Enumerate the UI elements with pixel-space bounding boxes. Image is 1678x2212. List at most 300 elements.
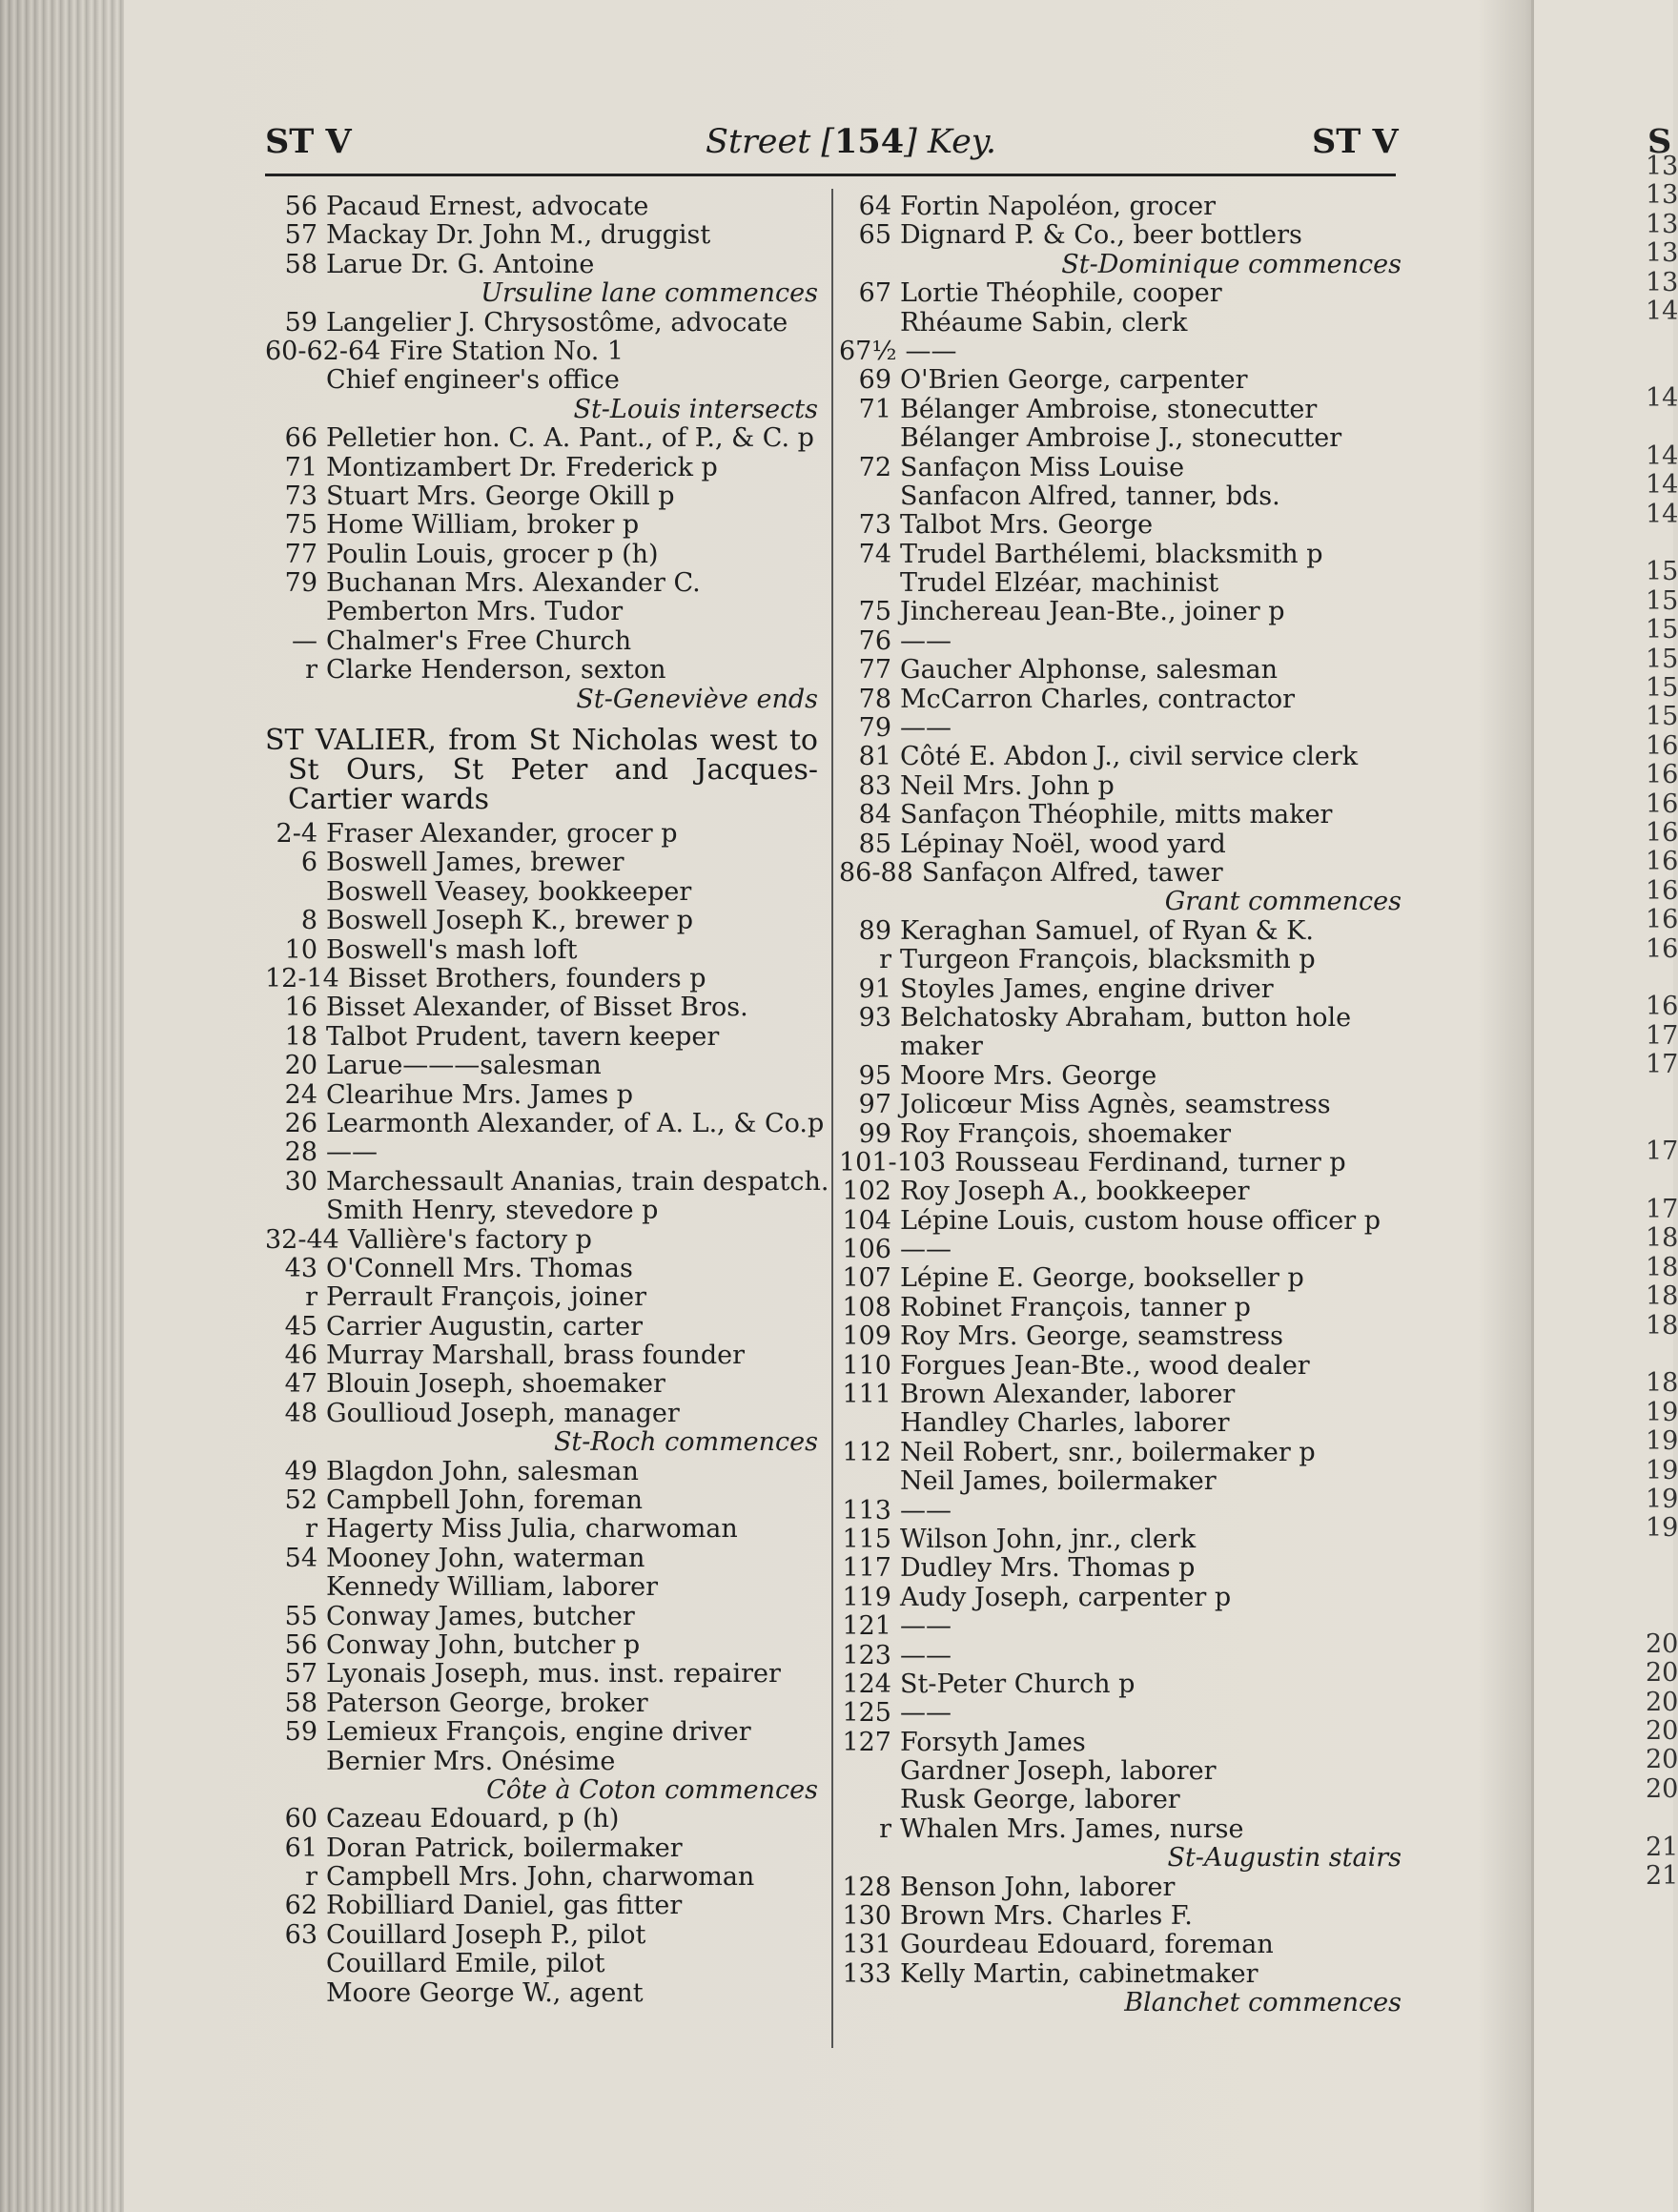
- directory-entry: [839, 1178, 1402, 1206]
- directory-entry: [839, 309, 1402, 338]
- directory-entry: [265, 1400, 818, 1428]
- facing-page-number: [1646, 1544, 1670, 1572]
- directory-entry: [265, 1950, 818, 1978]
- entry-number: 30: [284, 1166, 317, 1197]
- entry-number: 97: [858, 1090, 891, 1120]
- directory-entry: [265, 993, 818, 1022]
- entry-text: Brown Mrs. Charles F.: [900, 1901, 1193, 1932]
- entry-text: Vallière's factory p: [347, 1224, 592, 1255]
- street-note: St-Augustin stairs: [1167, 1843, 1402, 1874]
- directory-entry: [265, 1545, 818, 1573]
- directory-entry: [839, 1149, 1402, 1178]
- directory-entry: [839, 1381, 1402, 1409]
- entry-text: O'Connell Mrs. Thomas: [326, 1253, 633, 1283]
- facing-page-number: [1646, 1602, 1670, 1630]
- facing-page-number: 20: [1646, 1687, 1678, 1717]
- directory-entry: [839, 482, 1402, 511]
- entry-text: Conway John, butcher p: [326, 1629, 641, 1660]
- facing-page-number: 14: [1646, 440, 1678, 471]
- entry-text: Dignard P. & Co., beer bottlers: [900, 220, 1302, 251]
- entry-text: ——: [900, 1235, 952, 1265]
- entry-text: Mackay Dr. John M., druggist: [326, 220, 711, 251]
- facing-page-number: 20: [1646, 1716, 1678, 1747]
- entry-text: Brown Alexander, laborer: [900, 1380, 1236, 1410]
- entry-text: Doran Patrick, boilermaker: [326, 1833, 683, 1863]
- entry-text: Murray Marshall, brass founder: [326, 1341, 745, 1371]
- facing-page-number: 18: [1646, 1310, 1678, 1341]
- directory-entry: [839, 801, 1402, 830]
- entry-number: 115: [842, 1524, 891, 1554]
- entry-text: Smith Henry, stevedore p: [326, 1196, 659, 1226]
- entry-number: r: [879, 1813, 891, 1844]
- facing-page-number: 16: [1646, 875, 1678, 906]
- facing-page-number: [1646, 1804, 1670, 1833]
- directory-entry: [839, 1091, 1402, 1119]
- directory-entry: [839, 193, 1402, 221]
- entry-number: 73: [284, 481, 317, 511]
- directory-entry: [265, 482, 818, 511]
- entry-number: 121: [842, 1611, 891, 1642]
- entry-number: 32-44: [265, 1224, 339, 1255]
- entry-text: Cazeau Edouard, p (h): [326, 1804, 620, 1834]
- facing-page-number: 14: [1646, 499, 1678, 529]
- entry-text: Turgeon François, blacksmith p: [900, 945, 1316, 975]
- entry-text: Lyonais Joseph, mus. inst. repairer: [326, 1659, 781, 1690]
- entry-number: 77: [858, 655, 891, 686]
- entry-text: Lortie Théophile, cooper: [900, 278, 1222, 309]
- entry-number: 59: [284, 307, 317, 338]
- directory-entry: [839, 1004, 1402, 1033]
- directory-entry: [265, 627, 818, 656]
- entry-number: 75: [858, 597, 891, 627]
- directory-entry: [839, 1120, 1402, 1149]
- entry-text: Sanfaçon Alfred, tawer: [921, 857, 1223, 888]
- entry-text: Bélanger Ambroise J., stonecutter: [900, 423, 1342, 454]
- entry-text: Lépine E. George, bookseller p: [900, 1263, 1304, 1294]
- entry-number: 78: [858, 684, 891, 714]
- facing-page-number: 14: [1646, 383, 1678, 414]
- street-note: Grant commences: [1164, 887, 1402, 917]
- entry-number: 58: [284, 1688, 317, 1718]
- directory-entry: [839, 1062, 1402, 1091]
- entry-text: Wilson John, jnr., clerk: [900, 1524, 1197, 1554]
- entry-text: Bélanger Ambroise, stonecutter: [900, 394, 1318, 424]
- facing-page-number: [1646, 1572, 1670, 1601]
- directory-entry: [839, 366, 1402, 395]
- entry-number: 12-14: [265, 963, 339, 993]
- entry-number: 69: [858, 365, 891, 396]
- entry-number: 64: [858, 192, 891, 221]
- entry-number: r: [305, 1282, 317, 1313]
- entry-text: Moore Mrs. George: [900, 1060, 1157, 1091]
- directory-entry: [265, 1892, 818, 1920]
- entry-number: 89: [858, 915, 891, 946]
- directory-entry: [839, 1526, 1402, 1554]
- directory-entry: [839, 1815, 1402, 1844]
- directory-entry: [839, 598, 1402, 626]
- entry-number: 123: [842, 1640, 891, 1670]
- entry-number: 85: [858, 829, 891, 859]
- entry-number: 45: [284, 1311, 317, 1342]
- directory-entry: [265, 1108, 825, 1138]
- left-column: [265, 192, 829, 2008]
- entry-number: 81: [858, 742, 891, 772]
- entry-number: 58: [284, 249, 317, 279]
- entry-number: 48: [284, 1398, 317, 1428]
- entry-number: 65: [858, 220, 891, 251]
- entry-text: Gardner Joseph, laborer: [900, 1756, 1217, 1787]
- directory-entry: [839, 1236, 1402, 1264]
- directory-entry: [839, 686, 1402, 714]
- entry-number: 83: [858, 770, 891, 801]
- entry-number: r: [879, 945, 891, 975]
- entry-text: Rousseau Ferdinand, turner p: [954, 1147, 1346, 1178]
- entry-number: 71: [858, 394, 891, 424]
- directory-entry: [265, 936, 818, 965]
- entry-text: Goullioud Joseph, manager: [326, 1398, 680, 1428]
- facing-page-number: 19: [1646, 1484, 1678, 1514]
- entry-number: 79: [284, 568, 317, 599]
- entry-text: Robinet François, tanner p: [900, 1292, 1251, 1322]
- entry-text: Neil Mrs. John p: [900, 770, 1115, 801]
- facing-page-number: 20: [1646, 1773, 1678, 1804]
- directory-entry: [265, 878, 818, 907]
- facing-page-number: 15: [1646, 585, 1678, 616]
- directory-entry: [265, 309, 818, 338]
- entry-text: Buchanan Mrs. Alexander C.: [326, 568, 701, 599]
- directory-entry: [839, 1033, 1402, 1061]
- entry-number: r: [305, 655, 317, 686]
- entry-text: Jolicœur Miss Agnès, seamstress: [900, 1090, 1331, 1120]
- street-note: St-Louis intersects: [573, 394, 818, 424]
- entry-text: ——: [900, 1640, 952, 1670]
- directory-entry: [839, 1207, 1402, 1236]
- directory-entry: [265, 569, 818, 598]
- directory-entry: [265, 366, 818, 395]
- facing-page-number: 15: [1646, 702, 1678, 732]
- facing-page-number: 17: [1646, 1137, 1678, 1167]
- entry-number: 127: [842, 1727, 891, 1757]
- entry-text: Audy Joseph, carpenter p: [900, 1582, 1232, 1612]
- directory-entry: [839, 279, 1402, 308]
- entry-text: Benson John, laborer: [900, 1872, 1176, 1902]
- entry-number: 84: [858, 800, 891, 830]
- entry-number: 46: [284, 1341, 317, 1371]
- directory-entry: [839, 772, 1402, 801]
- directory-entry: [839, 1642, 1402, 1670]
- facing-page-number: 16: [1646, 760, 1678, 790]
- entry-number: 119: [842, 1582, 891, 1612]
- facing-page-number: 17: [1646, 1195, 1678, 1225]
- entry-text: Lépinay Noël, wood yard: [900, 829, 1226, 859]
- directory-entry: [265, 1255, 818, 1283]
- header-right: ST V: [1312, 122, 1399, 161]
- facing-page-number: [1646, 1341, 1670, 1369]
- entry-text: Whalen Mrs. James, nurse: [900, 1813, 1244, 1844]
- directory-entry: [265, 907, 818, 935]
- directory-entry: [265, 1660, 818, 1689]
- facing-page-number: 19: [1646, 1426, 1678, 1457]
- entry-text: Bernier Mrs. Onésime: [326, 1746, 616, 1776]
- entry-number: 54: [284, 1543, 317, 1573]
- entry-number: 72: [858, 452, 891, 482]
- street-section-heading: ST VALIER, from St Nicholas west to St Ours, St Peter and Jacques-Cartier wards: [265, 724, 818, 817]
- entry-text: Talbot Mrs. George: [900, 510, 1154, 541]
- directory-entry: [265, 1023, 818, 1052]
- directory-entry: [265, 1370, 818, 1399]
- directory-entry: [265, 849, 818, 877]
- directory-entry: [839, 221, 1402, 250]
- right-column: [839, 193, 1402, 2018]
- directory-entry: [839, 1786, 1402, 1814]
- entry-number: 56: [284, 1629, 317, 1660]
- directory-entry: [839, 1902, 1402, 1931]
- directory-entry: [265, 1573, 818, 1602]
- entry-text: ——: [326, 1137, 378, 1168]
- entry-text: Rhéaume Sabin, clerk: [900, 307, 1188, 338]
- entry-text: Jinchereau Jean-Bte., joiner p: [900, 597, 1285, 627]
- directory-entry: [839, 1322, 1402, 1351]
- entry-number: 125: [842, 1698, 891, 1729]
- entry-number: 99: [858, 1118, 891, 1149]
- entry-text: Clearihue Mrs. James p: [326, 1079, 634, 1110]
- facing-page-number: 13: [1646, 209, 1678, 239]
- entry-text: Blouin Joseph, shoemaker: [326, 1369, 665, 1400]
- facing-page-number: 19: [1646, 1513, 1678, 1544]
- entry-number: 60-62-64: [265, 336, 381, 366]
- book-page-edges: [0, 0, 124, 2212]
- entry-text: Forgues Jean-Bte., wood dealer: [900, 1350, 1310, 1381]
- directory-entry: [839, 975, 1402, 1004]
- entry-text: Moore George W., agent: [326, 1977, 644, 2008]
- directory-entry: [265, 541, 818, 569]
- entry-text: Blagdon John, salesman: [326, 1456, 639, 1486]
- facing-page-number: 20: [1646, 1658, 1678, 1689]
- entry-text: Larue———salesman: [326, 1051, 602, 1081]
- entry-number: 102: [842, 1177, 891, 1207]
- entry-text: Larue Dr. G. Antoine: [326, 249, 595, 279]
- facing-page-number: 18: [1646, 1281, 1678, 1312]
- entry-text: Boswell Joseph K., brewer p: [326, 906, 694, 936]
- entry-number: 133: [842, 1958, 891, 1989]
- entry-text: Fraser Alexander, grocer p: [326, 819, 678, 850]
- entry-number: 95: [858, 1060, 891, 1091]
- entry-text: Clarke Henderson, sexton: [326, 655, 666, 686]
- directory-entry: [265, 598, 818, 626]
- entry-text: Conway James, butcher: [326, 1601, 635, 1631]
- entry-number: 43: [284, 1253, 317, 1283]
- directory-entry: [265, 1863, 818, 1892]
- entry-number: 112: [842, 1437, 891, 1467]
- entry-number: 2-4: [276, 819, 317, 850]
- directory-entry: [265, 1603, 818, 1631]
- entry-number: 6: [300, 848, 317, 878]
- entry-text: Lemieux François, engine driver: [326, 1717, 751, 1748]
- directory-entry: [265, 1052, 818, 1080]
- directory-entry: [839, 714, 1402, 743]
- directory-entry: [265, 965, 818, 993]
- facing-page-header: S: [1647, 122, 1672, 161]
- directory-entry: [839, 656, 1402, 685]
- directory-entry: [839, 1584, 1402, 1612]
- directory-entry: [839, 1729, 1402, 1757]
- entry-text: Learmonth Alexander, of A. L., & Co.p: [326, 1108, 825, 1138]
- entry-number: 131: [842, 1930, 891, 1960]
- entry-text: Pemberton Mrs. Tudor: [326, 597, 624, 627]
- street-note: Côte à Coton commences: [486, 1774, 818, 1805]
- directory-entry: [839, 1294, 1402, 1322]
- directory-entry: [839, 396, 1402, 424]
- entry-number: 117: [842, 1553, 891, 1584]
- entry-number: 18: [284, 1021, 317, 1052]
- facing-page-number: [1646, 1080, 1670, 1109]
- directory-entry: [839, 338, 1402, 366]
- entry-text: Perrault François, joiner: [326, 1282, 646, 1313]
- entry-text: Sanfaçon Théophile, mitts maker: [900, 800, 1333, 830]
- directory-entry: [839, 454, 1402, 482]
- entry-text: Kelly Martin, cabinetmaker: [900, 1958, 1258, 1989]
- entry-number: —: [292, 625, 317, 656]
- directory-entry: [265, 1921, 818, 1950]
- entry-text: Sanfacon Alfred, tanner, bds.: [900, 481, 1280, 511]
- facing-page-number: 18: [1646, 1223, 1678, 1254]
- directory-entry: [839, 1960, 1402, 1989]
- facing-page-number: 16: [1646, 992, 1678, 1022]
- facing-page-number: 15: [1646, 644, 1678, 674]
- directory-entry: [839, 1497, 1402, 1526]
- directory-entry: [265, 1690, 818, 1718]
- directory-entry: [839, 1699, 1402, 1728]
- entry-number: 76: [858, 625, 891, 656]
- entry-text: Boswell's mash loft: [326, 934, 578, 965]
- directory-entry: [839, 830, 1402, 859]
- entry-number: 26: [284, 1108, 317, 1138]
- entry-number: 59: [284, 1717, 317, 1748]
- entry-text: Keraghan Samuel, of Ryan & K.: [900, 915, 1314, 946]
- entry-text: Poulin Louis, grocer p (h): [326, 539, 659, 569]
- entry-text: Roy Joseph A., bookkeeper: [900, 1177, 1250, 1207]
- entry-number: 106: [842, 1235, 891, 1265]
- facing-page-number: [1646, 1167, 1670, 1196]
- facing-page-number: 16: [1646, 905, 1678, 935]
- entry-number: 20: [284, 1051, 317, 1081]
- facing-page-number: [1646, 356, 1670, 384]
- entry-text: Lépine Louis, custom house officer p: [900, 1205, 1381, 1236]
- entry-number: 79: [858, 713, 891, 744]
- entry-text: Bisset Brothers, founders p: [347, 963, 706, 993]
- facing-page-number: [1646, 414, 1670, 442]
- entry-number: 111: [842, 1380, 891, 1410]
- directory-entry: [839, 1439, 1402, 1467]
- directory-entry: [839, 946, 1402, 974]
- header-center: [706, 122, 996, 161]
- entry-number: 16: [284, 993, 317, 1023]
- entry-text: ——: [900, 1698, 952, 1729]
- directory-entry: [839, 917, 1402, 946]
- entry-number: 24: [284, 1079, 317, 1110]
- entry-number: 57: [284, 1659, 317, 1690]
- facing-page-number: 14: [1646, 470, 1678, 501]
- entry-number: r: [305, 1514, 317, 1545]
- entry-text: ——: [900, 1611, 952, 1642]
- directory-entry: [265, 221, 818, 250]
- directory-entry: [265, 1805, 818, 1833]
- entry-text: Trudel Elzéar, machinist: [900, 568, 1219, 599]
- directory-entry: [839, 424, 1402, 453]
- entry-number: 91: [858, 973, 891, 1004]
- facing-page-number: 18: [1646, 1368, 1678, 1399]
- column-divider: [831, 189, 833, 2048]
- entry-number: 93: [858, 1002, 891, 1033]
- directory-entry: [265, 454, 818, 482]
- street-note: St-Dominique commences: [1061, 249, 1402, 279]
- facing-page-number: 15: [1646, 673, 1678, 704]
- entry-number: 110: [842, 1350, 891, 1381]
- entry-number: 124: [842, 1669, 891, 1699]
- entry-number: 8: [300, 906, 317, 936]
- entry-number: 73: [858, 510, 891, 541]
- entry-text: Roy François, shoemaker: [900, 1118, 1232, 1149]
- entry-text: Talbot Prudent, tavern keeper: [326, 1021, 720, 1052]
- directory-entry: [265, 1342, 818, 1370]
- entry-number: 109: [842, 1321, 891, 1352]
- directory-entry: [839, 1409, 1402, 1438]
- directory-entry: [839, 1670, 1402, 1699]
- entry-number: 104: [842, 1205, 891, 1236]
- entry-text: Trudel Barthélemi, blacksmith p: [900, 539, 1323, 569]
- entry-text: Sanfaçon Miss Louise: [900, 452, 1185, 482]
- directory-entry: [839, 541, 1402, 569]
- facing-page-number: 20: [1646, 1745, 1678, 1775]
- directory-entry: [839, 1874, 1402, 1902]
- facing-page-number: [1646, 964, 1670, 993]
- directory-entry: [265, 1283, 818, 1312]
- entry-text: Boswell James, brewer: [326, 848, 624, 878]
- directory-entry: [265, 1313, 818, 1342]
- facing-page-number: [1646, 1109, 1670, 1137]
- entry-number: 113: [842, 1495, 891, 1526]
- entry-number: 107: [842, 1263, 891, 1294]
- entry-text: Chalmer's Free Church: [326, 625, 632, 656]
- entry-text: Mooney John, waterman: [326, 1543, 645, 1573]
- entry-number: 71: [284, 452, 317, 482]
- entry-text: Campbell Mrs. John, charwoman: [326, 1862, 755, 1893]
- directory-entry: [839, 511, 1402, 540]
- directory-entry: [839, 1931, 1402, 1959]
- entry-text: Robilliard Daniel, gas fitter: [326, 1891, 683, 1921]
- directory-entry: [265, 1138, 818, 1167]
- directory-entry: [839, 1467, 1402, 1496]
- facing-page-number: 13: [1646, 180, 1678, 211]
- directory-entry: [265, 424, 818, 453]
- entry-number: 61: [284, 1833, 317, 1863]
- facing-page-number: 13: [1646, 152, 1678, 181]
- entry-text: Pelletier hon. C. A. Pant., of P., & C. p: [326, 423, 814, 454]
- header-left: ST V: [265, 122, 352, 161]
- entry-number: 49: [284, 1456, 317, 1486]
- directory-entry: [265, 193, 818, 221]
- entry-text: Chief engineer's office: [326, 365, 620, 396]
- directory-entry: [265, 251, 818, 279]
- entry-number: 66: [284, 423, 317, 454]
- directory-entry: [839, 1554, 1402, 1583]
- entry-text: ——: [900, 1495, 952, 1526]
- entry-text: Fortin Napoléon, grocer: [900, 192, 1217, 221]
- directory-entry: [839, 743, 1402, 771]
- entry-text: Côté E. Abdon J., civil service clerk: [900, 742, 1359, 772]
- entry-text: Carrier Augustin, carter: [326, 1311, 643, 1342]
- entry-number: 101-103: [839, 1147, 947, 1178]
